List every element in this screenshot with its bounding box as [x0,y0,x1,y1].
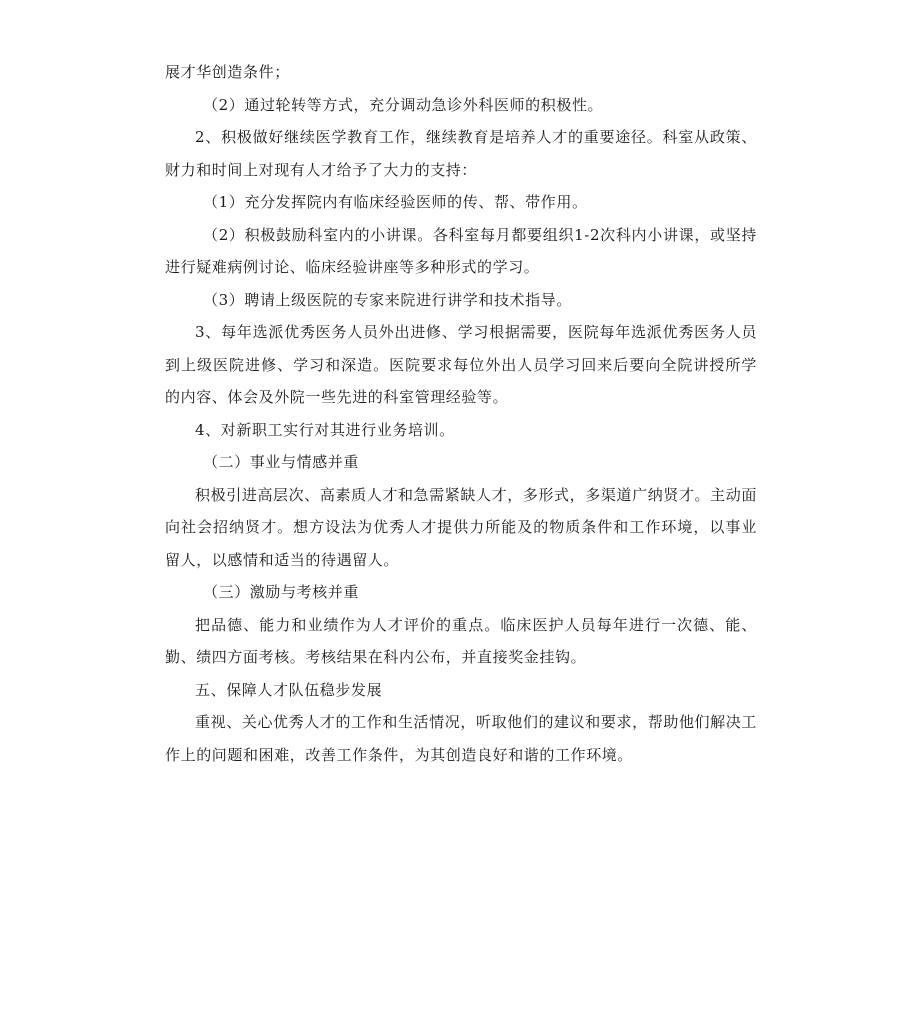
paragraph-12: 把品德、能力和业绩作为人才评价的重点。临床医护人员每年进行一次德、能、勤、绩四方面考核。考核结果在科内公布，并直接奖金挂钩。 [165,615,757,666]
document-body [165,56,757,771]
paragraph-6: （3）聘请上级医院的专家来院进行讲学和技术指导。 [203,290,572,309]
paragraph-5: （2）积极鼓励科室内的小讲课。各科室每月都要组织1-2次科内小讲课，或坚持进行疑难病例讨论、临床经验讲座等多种形式的学习。 [165,225,757,276]
section-heading-2: （二）事业与情感并重 [203,453,360,471]
paragraph-10: 积极引进高层次、高素质人才和急需紧缺人才，多形式，多渠道广纳贤才。主动面向社会招纳贤才。想方设法为优秀人才提供力所能及的物质条件和工作环境，以事业留人，以感情和适当的待遇留人。 [165,485,757,569]
section-heading-3: （三）激励与考核并重 [203,583,360,601]
paragraph-7: 3、每年选派优秀医务人员外出进修、学习根据需要，医院每年选派优秀医务人员到上级医院进修、学习和深造。医院要求每位外出人员学习回来后要向全院讲授所学的内容、体会及外院一些先进的科室管理经验等。 [165,323,757,406]
paragraph-14: 重视、关心优秀人才的工作和生活情况，听取他们的建议和要求，帮助他们解决工作上的问题和困难，改善工作条件，为其创造良好和谐的工作环境。 [165,713,757,764]
paragraph-8: 4、对新职工实行对其进行业务培训。 [195,420,455,439]
section-heading-5: 五、保障人才队伍稳步发展 [195,680,383,699]
paragraph-4: （1）充分发挥院内有临床经验医师的传、帮、带作用。 [203,193,588,211]
paragraph-1: 展才华创造条件； [165,63,290,81]
paragraph-2: （2）通过轮转等方式，充分调动急诊外科医师的积极性。 [203,95,604,114]
paragraph-3: 2、积极做好继续医学教育工作，继续教育是培养人才的重要途径。科室从政策、财力和时间上对现有人才给予了大力的支持： [165,128,757,179]
